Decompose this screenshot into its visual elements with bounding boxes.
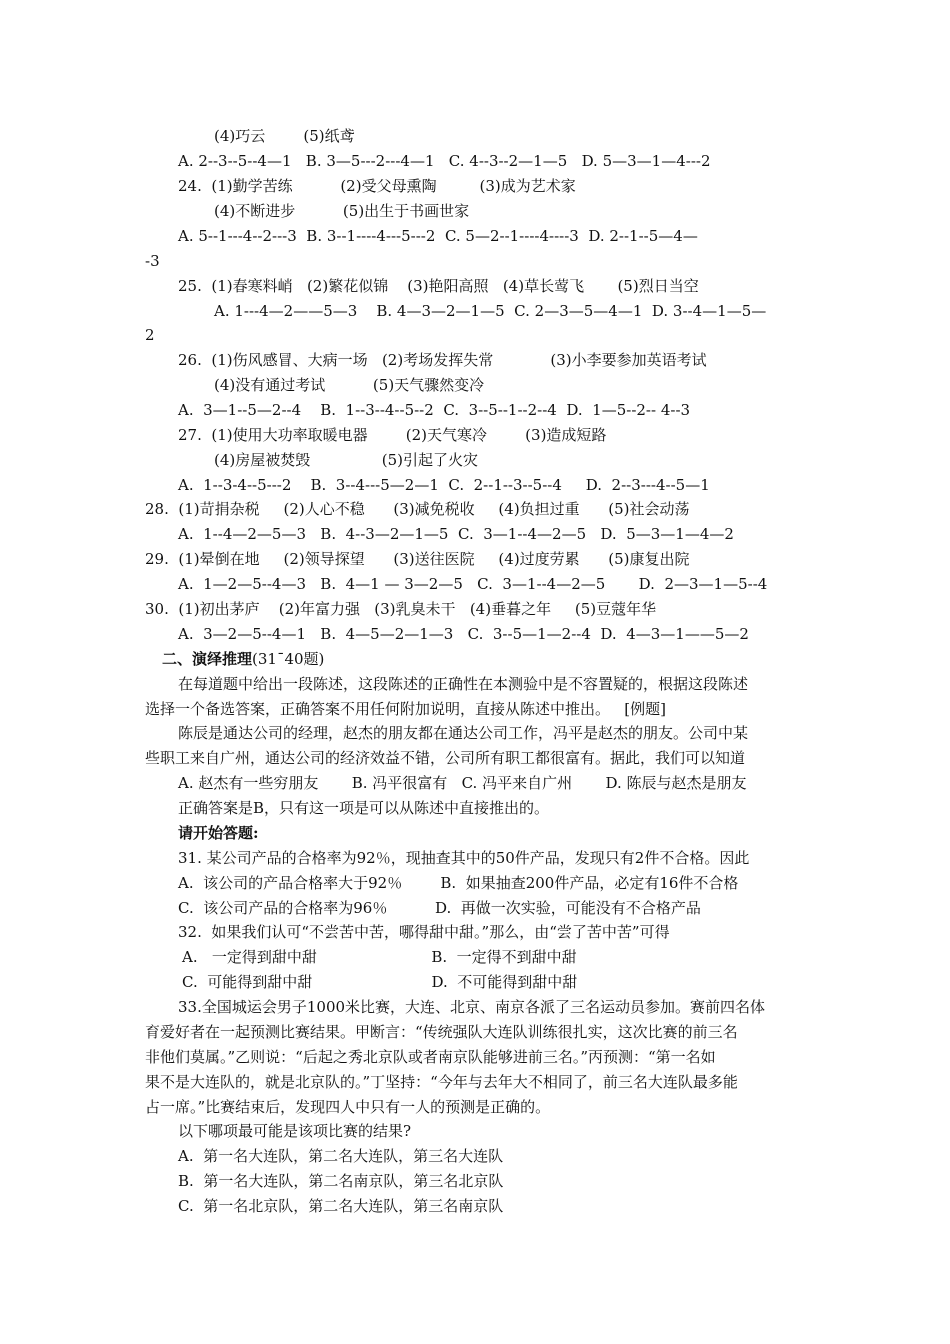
section-heading xyxy=(162,647,324,672)
instructions-line-1: 在每道题中给出一段陈述，这段陈述的正确性在本测验中是不容置疑的，根据这段陈述 xyxy=(178,675,749,693)
start-prompt: 请开始答题: xyxy=(178,824,259,842)
q30-options: 30. (1)初出茅庐 (2)年富力强 (3)乳臭未干 (4)垂暮之年 (5)豆蔻年华 xyxy=(145,600,657,618)
q33-option-a: A. 第一名大连队，第二名大连队，第三名大连队 xyxy=(178,1147,504,1165)
q24-options-4-5: (4)不断进步 (5)出生于书画世家 xyxy=(214,202,470,220)
q32-stem: 32. 如果我们认可“不尝苦中苦，哪得甜中甜。”那么，由“尝了苦中苦”可得 xyxy=(178,923,670,941)
example-line-1: 陈辰是通达公司的经理，赵杰的朋友都在通达公司工作，冯平是赵杰的朋友。公司中某 xyxy=(178,724,749,742)
q31-stem: 31. 某公司产品的合格率为92％，现抽查其中的50件产品，发现只有2件不合格。因此 xyxy=(178,849,750,867)
q25-answers: A. 1---4—2——5—3 B. 4—3—2—1—5 C. 2—3—5—4—1 D. 3--4—1—5— xyxy=(214,302,767,320)
section-range: (31¯40题) xyxy=(252,650,325,668)
q29-answers: A. 1—2—5--4—3 B. 4—1 — 3—2—5 C. 3—1--4—2—5 D. 2—3—1—5--4 xyxy=(178,575,768,593)
q27-options-1-3: 27. (1)使用大功率取暖电器 (2)天气寒冷 (3)造成短路 xyxy=(178,426,607,444)
example-line-2: 些职工来自广州，通达公司的经济效益不错，公司所有职工都很富有。据此，我们可以知道 xyxy=(145,749,746,767)
q28-answers: A. 1--4—2—5—3 B. 4--3—2—1—5 C. 3—1--4—2—5 D. 5—3—1—4—2 xyxy=(178,525,734,543)
q26-options-4-5: (4)没有通过考试 (5)天气骤然变冷 xyxy=(214,376,485,394)
q33-question: 以下哪项最可能是该项比赛的结果? xyxy=(178,1122,412,1140)
example-explanation: 正确答案是B，只有这一项是可以从陈述中直接推出的。 xyxy=(178,799,550,817)
instructions-line-2: 选择一个备选答案，正确答案不用任何附加说明，直接从陈述中推出。 [例题] xyxy=(145,700,667,718)
q30-answers: A. 3—2—5--4—1 B. 4—5—2—1—3 C. 3--5—1—2--4 D. 4—3—1——5—2 xyxy=(178,625,749,643)
q24-answers: A. 5--1---4--2---3 B. 3--1----4---5---2 C. 5—2--1----4----3 D. 2--1--5—4— xyxy=(178,227,698,245)
q31-options-cd: C. 该公司产品的合格率为96％ D. 再做一次实验，可能没有不合格产品 xyxy=(178,899,701,917)
q32-options-ab: A. 一定得到甜中甜 B. 一定得不到甜中甜 xyxy=(182,948,577,966)
q27-options-4-5: (4)房屋被焚毁 (5)引起了火灾 xyxy=(214,451,479,469)
q33-stem-line-1: 33.全国城运会男子1000米比赛，大连、北京、南京各派了三名运动员参加。赛前四名体 xyxy=(178,998,766,1016)
q29-options: 29. (1)晕倒在地 (2)领导探望 (3)送往医院 (4)过度劳累 (5)康复出院 xyxy=(145,550,690,568)
q33-stem-line-4: 果不是大连队的，就是北京队的。”丁坚持：“今年与去年大不相同了，前三名大连队最多能 xyxy=(145,1073,738,1091)
q31-options-ab: A. 该公司的产品合格率大于92％ B. 如果抽查200件产品，必定有16件不合格 xyxy=(178,874,739,892)
q32-options-cd: C. 可能得到甜中甜 D. 不可能得到甜中甜 xyxy=(182,973,578,991)
q27-answers: A. 1--3-4--5---2 B. 3--4---5—2—1 C. 2--1--3--5--4 D. 2--3---4--5—1 xyxy=(178,476,710,494)
example-answers: A. 赵杰有一些穷朋友 B. 冯平很富有 C. 冯平来自广州 D. 陈辰与赵杰是朋友 xyxy=(178,774,747,792)
q25-options: 25. (1)春寒料峭 (2)繁花似锦 (3)艳阳高照 (4)草长莺飞 (5)烈日当空 xyxy=(178,277,699,295)
q24-answers-wrap: -3 xyxy=(145,252,160,270)
q23-answers: A. 2--3--5--4—1 B. 3—5---2---4—1 C. 4--3--2—1—5 D. 5—3—1—4---2 xyxy=(178,152,711,170)
q33-option-c: C. 第一名北京队，第二名大连队，第三名南京队 xyxy=(178,1197,504,1215)
q33-stem-line-3: 非他们莫属。”乙则说：“后起之秀北京队或者南京队能够进前三名。”丙预测：“第一名如 xyxy=(145,1048,716,1066)
q24-options-1-3: 24. (1)勤学苦练 (2)受父母熏陶 (3)成为艺术家 xyxy=(178,177,576,195)
q26-options-1-3: 26. (1)伤风感冒、大病一场 (2)考场发挥失常 (3)小李要参加英语考试 xyxy=(178,351,707,369)
q33-stem-line-5: 占一席。”比赛结束后，发现四人中只有一人的预测是正确的。 xyxy=(145,1098,551,1116)
q28-options: 28. (1)苛捐杂税 (2)人心不稳 (3)减免税收 (4)负担过重 (5)社会动荡 xyxy=(145,500,690,518)
q33-stem-line-2: 育爱好者在一起预测比赛结果。甲断言：“传统强队大连队训练很扎实，这次比赛的前三名 xyxy=(145,1023,738,1041)
q25-answers-wrap: 2 xyxy=(145,326,155,344)
q26-answers: A. 3—1--5—2--4 B. 1--3--4--5--2 C. 3--5--1--2--4 D. 1—5--2-- 4--3 xyxy=(178,401,691,419)
section-title: 二、演绎推理 xyxy=(162,650,253,668)
q23-options-4-5: (4)巧云 (5)纸鸢 xyxy=(214,127,355,145)
q33-option-b: B. 第一名大连队，第二名南京队，第三名北京队 xyxy=(178,1172,504,1190)
